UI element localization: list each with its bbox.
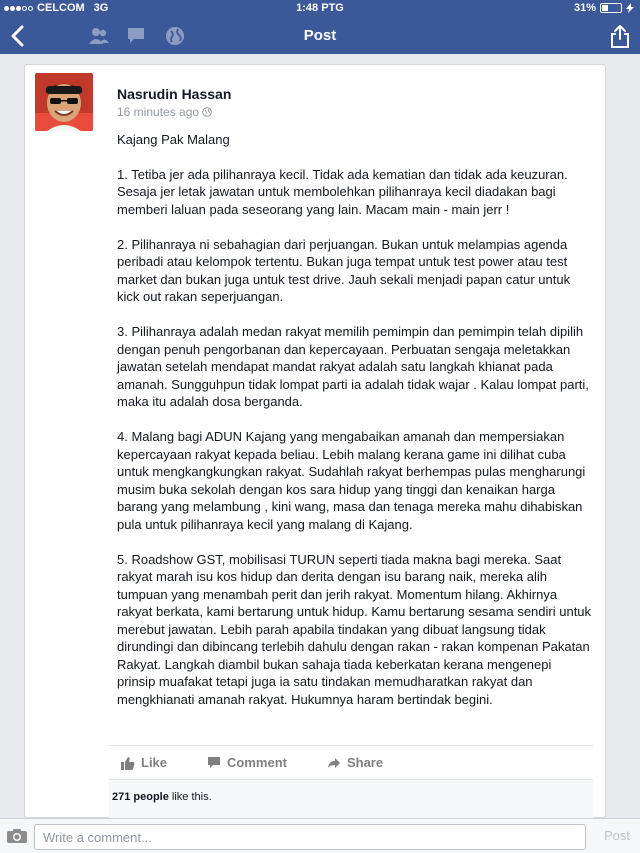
thumbs-up-icon bbox=[121, 756, 135, 770]
share-button[interactable] bbox=[327, 755, 383, 770]
carrier-name: CELCOM bbox=[37, 2, 85, 14]
battery-icon bbox=[600, 3, 622, 13]
post-timestamp bbox=[117, 105, 212, 119]
comment-label: Comment bbox=[227, 755, 287, 770]
share-arrow-icon bbox=[327, 756, 341, 770]
like-button[interactable] bbox=[121, 755, 167, 770]
author-avatar[interactable] bbox=[35, 73, 93, 131]
comment-button[interactable] bbox=[207, 755, 287, 770]
network-type: 3G bbox=[93, 2, 109, 14]
post-body bbox=[117, 129, 593, 726]
battery-indicator bbox=[574, 2, 634, 14]
author-name[interactable]: Nasrudin Hassan bbox=[117, 86, 232, 102]
privacy-globe-icon bbox=[202, 107, 212, 117]
post-paragraph: 4. Malang bagi ADUN Kajang yang mengabaikan amanah dan mempersiakan kepercayaan rakyat kepada beliau. Lebih malang kerana game ini dilihat cuba untuk mengkangkungkan rakyat. Sudahlah rakyat berhempas pulas mengharungi musim buka sekolah dengan kos sara hidup yang tinggi dan kenaikan harga barang yang melambung , kini wang, masa dan tenaga mereka mahu dihabiskan pula untuk pilihanraya kecil yang malang di Kajang. bbox=[117, 429, 586, 532]
post-paragraph: 1. Tetiba jer ada pilihanraya kecil. Tidak ada kematian dan tidak ada keuzuran. Sesaja jer letak jawatan untuk membolehkan pilihanraya kecil diadakan bagi memberi laluan pada seseorang yang lain. Macam main - main jerr ! bbox=[117, 166, 568, 217]
post-comment-button[interactable]: Post bbox=[603, 828, 630, 843]
like-label: Like bbox=[141, 755, 168, 770]
battery-percent: 31% bbox=[573, 2, 596, 14]
page-title: Post bbox=[303, 27, 337, 44]
share-icon[interactable] bbox=[608, 23, 632, 49]
status-bar bbox=[0, 0, 640, 18]
charging-icon bbox=[626, 3, 634, 13]
post-title-line: Kajang Pak Malang bbox=[117, 132, 230, 147]
navigation-bar bbox=[0, 18, 640, 54]
comment-bar bbox=[0, 818, 640, 853]
post-actions bbox=[109, 745, 593, 779]
share-label: Share bbox=[346, 755, 384, 770]
status-time: 1:48 PTG bbox=[296, 2, 344, 14]
likes-count[interactable]: 271 people bbox=[112, 791, 169, 803]
post-paragraph: 5. Roadshow GST, mobilisasi TURUN seperti tiada makna bagi mereka. Saat rakyat marah isu kos hidup dan derita dengan isu barang naik, mereka alih tumpuan yang menambah perit dan jerih rakyat. Momentum hilang. Akhirnya rakyat berkata, kami bertarung untuk hidup. Kamu bertarung sesama sendiri untuk merebut jawatan. Lebih parah apabila tindakan yang dibuat langsung tidak dirundingi dan dibincang terlebih dahulu dengan rakan - rakan kompenan Pakatan Rakyat. Langkah diambil bukan sahaja tiada keberkatan kerana mengenepi prinsip muafakat tetapi juga ia satu tindakan memudharatkan rakyat dan mengkhianati amanah rakyat. Hukumnya haram bertindak begini. bbox=[117, 551, 592, 707]
camera-icon[interactable] bbox=[6, 828, 28, 844]
comment-input[interactable] bbox=[34, 824, 586, 850]
post-card bbox=[24, 64, 606, 818]
comment-bubble-icon bbox=[207, 756, 221, 770]
post-paragraph: 2. Pilihanraya ni sebahagian dari perjuangan. Bukan untuk melampias agenda peribadi atau kelompok tertentu. Bukan juga tempat untuk test power atau test market dan bukan juga untuk test drive. Jauh sekali menjadi papan catur untuk kick out rakan seperjuangan. bbox=[117, 236, 571, 304]
post-time-text: 16 minutes ago bbox=[117, 105, 200, 119]
likes-summary[interactable] bbox=[109, 779, 593, 819]
post-paragraph: 3. Pilihanraya adalah medan rakyat memilih pemimpin dan pemimpin telah dipilih dengan penuh pengorbanan dan kepercayaan. Perbuatan sengaja meletakkan jawatan setelah mendapat mandat rakyat adalah satu langkah khianat pada amanah. Sungguhpun tidak lompat parti ia adalah tidak wajar . Kalau lompat parti, maka itu adalah dosa berganda. bbox=[117, 324, 589, 409]
likes-suffix: like this. bbox=[168, 791, 212, 803]
